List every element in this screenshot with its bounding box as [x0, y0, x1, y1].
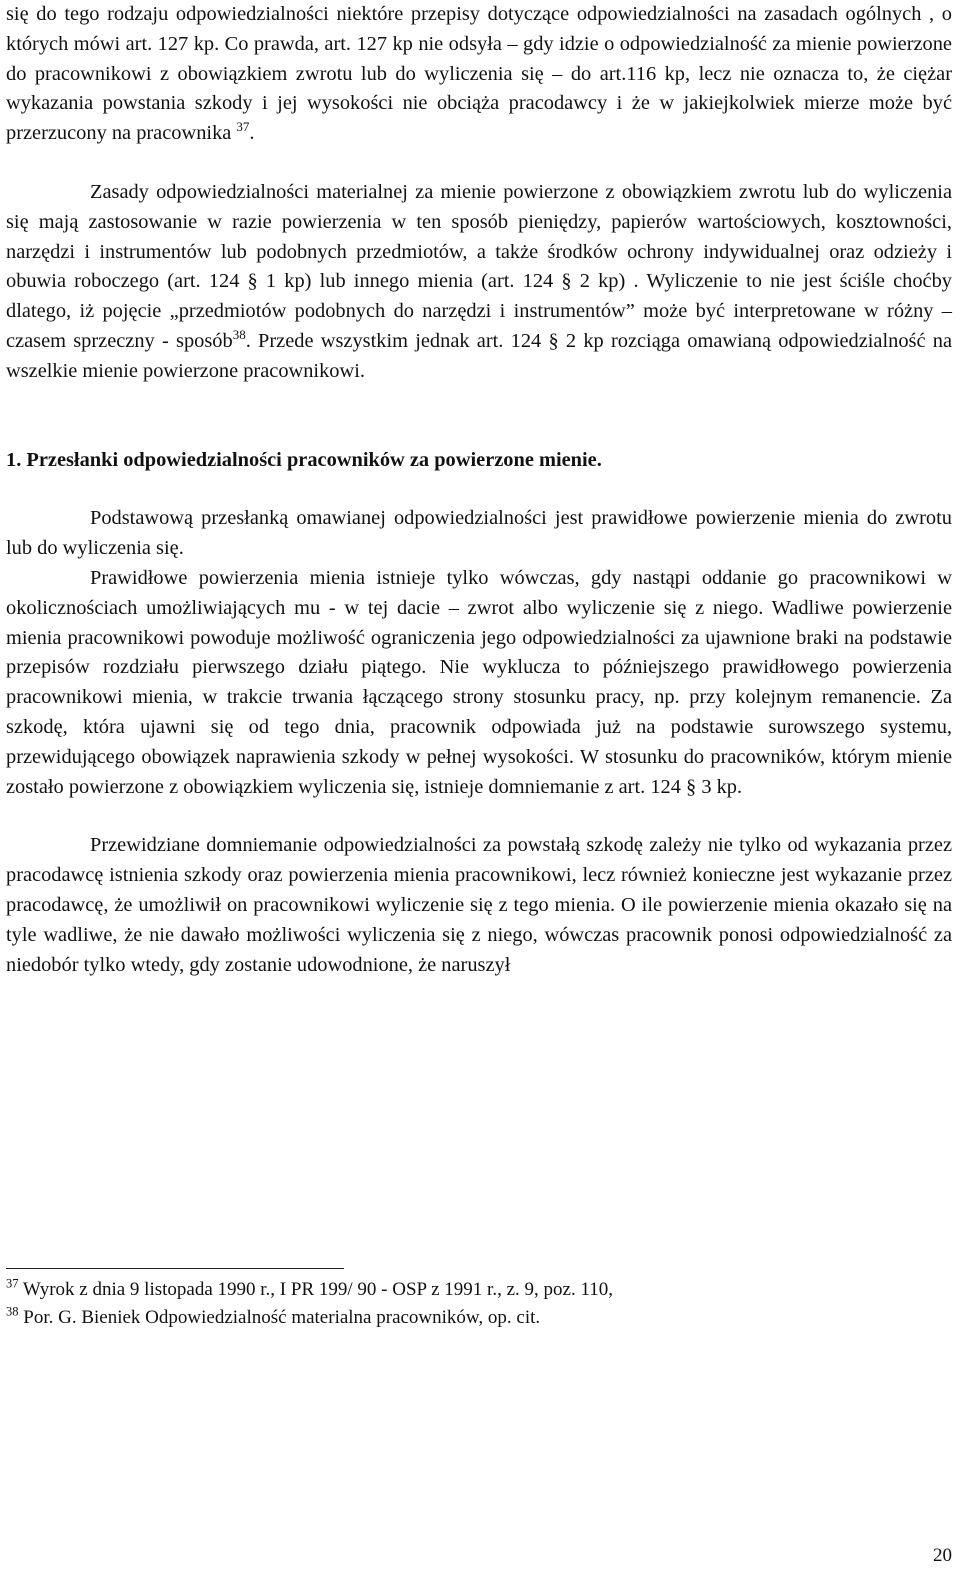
- footnote-text: Por. G. Bieniek Odpowiedzialność materialna pracowników, op. cit.: [18, 1307, 541, 1328]
- paragraph-2-end: . Przede wszystkim jednak art. 124 § 2 kp rozciąga omawianą odpowiedzialność na wszelkie mienie powierzone pracownikowi.: [6, 329, 953, 382]
- document-page: [6, 0, 952, 980]
- footnotes: [6, 1276, 952, 1332]
- footnote-number: 37: [6, 1276, 19, 1291]
- footnote-text: Wyrok z dnia 9 listopada 1990 r., I PR 199/ 90 - OSP z 1991 r., z. 9, poz. 110,: [18, 1279, 613, 1300]
- paragraph-3: Podstawową przesłanką omawianej odpowiedzialności jest prawidłowe powierzenie mienia do zwrotu lub do wyliczenia się.: [6, 507, 952, 560]
- paragraph-4: Prawidłowe powierzenia mienia istnieje tylko wówczas, gdy nastąpi oddanie go pracownikowi w okolicznościach umożliwiających mu - w tej dacie – zwrot albo wyliczenie się z niego. Wadliwe powierzenie mienia pracownikowi powoduje możliwość ograniczenia jego odpowiedzialności za ujawnione braki na podstawie przepisów rozdziału pierwszego działu piątego. Nie wyklucza to późniejszego prawidłowego powierzenia pracownikowi mienia, w trakcie trwania łączącego strony stosunku pracy, np. przy kolejnym remanencie. Za szkodę, która ujawni się od tego dnia, pracownik odpowiada już na podstawie surowszego systemu, przewidującego obowiązek naprawienia szkody w pełnej wysokości. W stosunku do pracowników, którym mienie zostało powierzone z obowiązkiem wyliczenia się, istnieje domniemanie z art. 124 § 3 kp.: [6, 566, 952, 798]
- paragraph-2: [6, 178, 952, 387]
- paragraph-1: [6, 0, 952, 149]
- footnote-38: [6, 1304, 952, 1332]
- footnote-ref-38[interactable]: 38: [232, 327, 246, 343]
- footnote-number: 38: [6, 1304, 19, 1319]
- paragraph-1-end: .: [249, 122, 255, 145]
- footnote-ref-37[interactable]: 37: [236, 119, 250, 135]
- footnote-separator: [6, 1268, 344, 1269]
- page-number: 20: [933, 1545, 952, 1566]
- section-heading: 1. Przesłanki odpowiedzialności pracowników za powierzone mienie.: [6, 448, 602, 471]
- footnote-37: [6, 1276, 952, 1304]
- paragraph-2-text: Zasady odpowiedzialności materialnej za mienie powierzone z obowiązkiem zwrotu lub do wyliczenia się mają zastosowanie w razie powierzenia w ten sposób pieniędzy, papierów wartościowych, kosztowności, narzędzi i instrumentów lub podobnych przedmiotów, a także środków ochrony indywidualnej oraz odzieży i obuwia roboczego (art. 124 § 1 kp) lub innego mienia (art. 124 § 2 kp) . Wyliczenie to nie jest ściśle choćby dlatego, iż pojęcie „przedmiotów podobnych do narzędzi i instrumentów” może być interpretowane w różny – czasem sprzeczny - sposób: [6, 180, 952, 352]
- paragraph-1-text: się do tego rodzaju odpowiedzialności niektóre przepisy dotyczące odpowiedzialności na zasadach ogólnych , o których mówi art. 127 kp. Co prawda, art. 127 kp nie odsyła – gdy idzie o odpowiedzialność za mienie powierzone do pracownikowi z obowiązkiem zwrotu lub do wyliczenia się – do art.116 kp, lecz nie oznacza to, że ciężar wykazania powstania szkody i jej wysokości nie obciąża pracodawcy i że w jakiejkolwiek mierze może być przerzucony na pracownika: [6, 3, 952, 145]
- paragraph-5: Przewidziane domniemanie odpowiedzialności za powstałą szkodę zależy nie tylko od wykazania przez pracodawcę istnienia szkody oraz powierzenia mienia pracownikowi, lecz również konieczne jest wykazanie przez pracodawcę, że umożliwił on pracownikowi wyliczenie się z tego mienia. O ile powierzenie mienia okazało się na tyle wadliwe, że nie dawało możliwości wyliczenia się z niego, wówczas pracownik ponosi odpowiedzialność za niedobór tylko wtedy, gdy zostanie udowodnione, że naruszył: [6, 834, 952, 976]
